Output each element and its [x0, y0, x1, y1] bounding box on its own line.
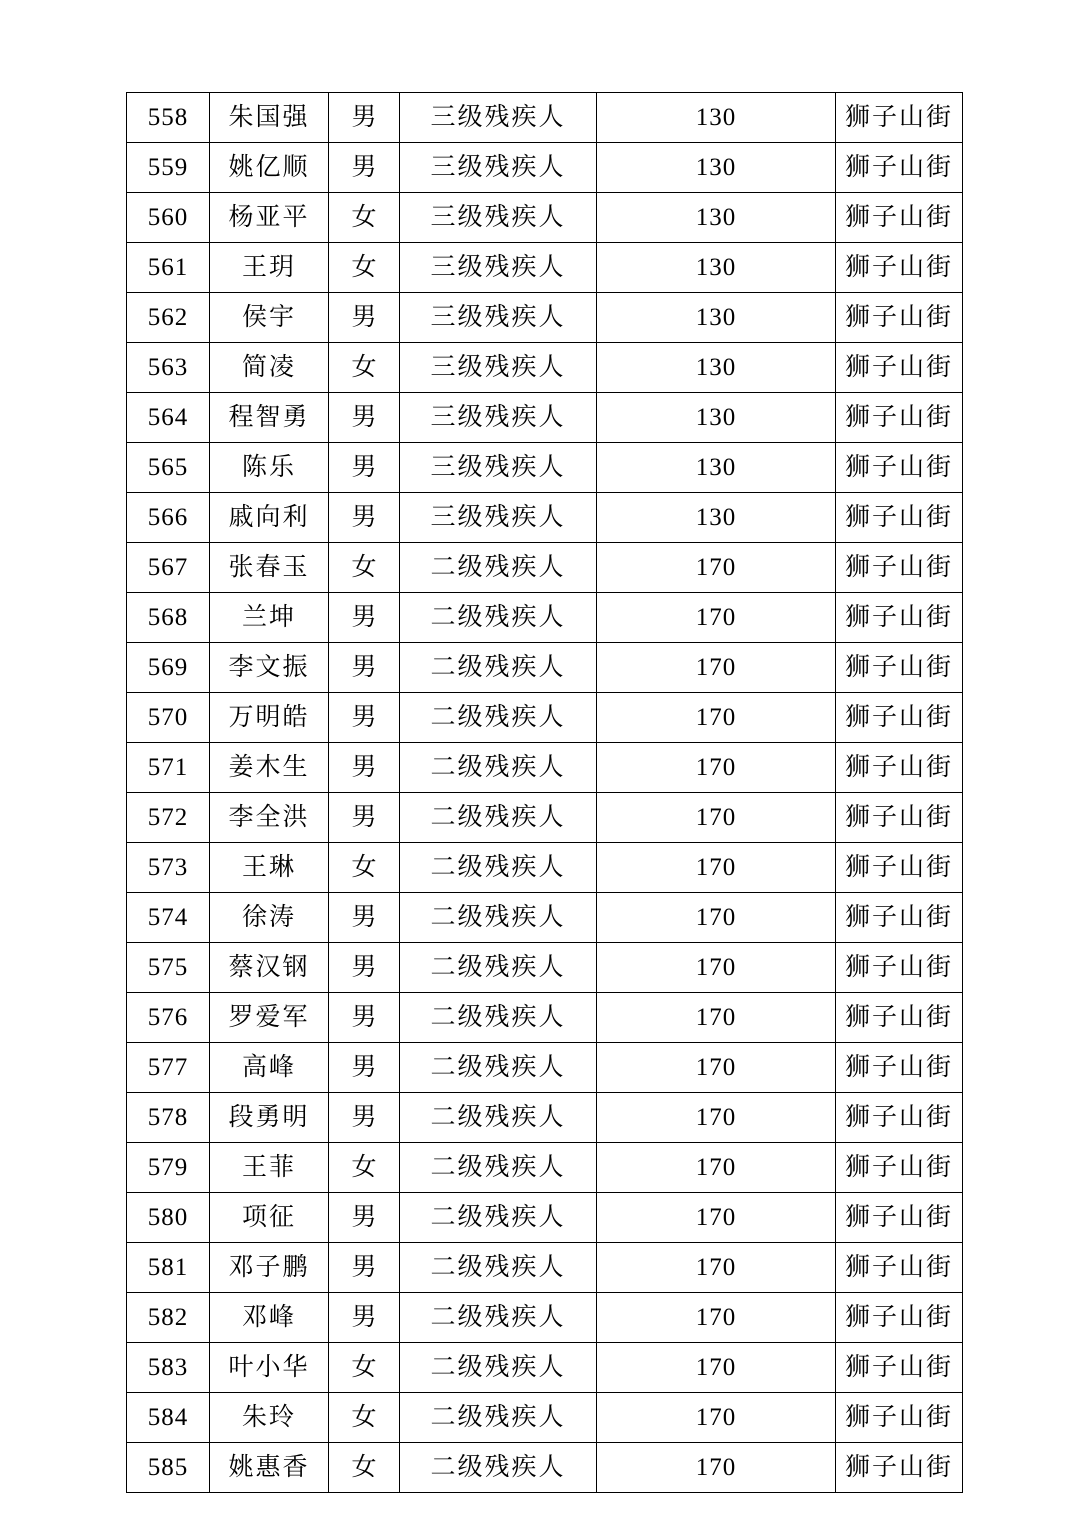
cell-name: 叶小华 [210, 1343, 329, 1393]
cell-name: 项征 [210, 1193, 329, 1243]
cell-index: 572 [127, 793, 210, 843]
table-row [127, 1043, 963, 1093]
cell-sex: 女 [329, 1443, 400, 1493]
cell-area: 狮子山街 [836, 1393, 963, 1443]
cell-area: 狮子山街 [836, 343, 963, 393]
cell-type: 二级残疾人 [400, 593, 597, 643]
cell-type: 二级残疾人 [400, 1293, 597, 1343]
table-row [127, 593, 963, 643]
cell-amount: 170 [597, 1143, 836, 1193]
cell-area: 狮子山街 [836, 293, 963, 343]
cell-index: 567 [127, 543, 210, 593]
cell-sex: 男 [329, 693, 400, 743]
table-row [127, 193, 963, 243]
cell-area: 狮子山街 [836, 1343, 963, 1393]
cell-index: 575 [127, 943, 210, 993]
cell-amount: 130 [597, 93, 836, 143]
cell-amount: 130 [597, 343, 836, 393]
cell-name: 万明皓 [210, 693, 329, 743]
cell-name: 朱玲 [210, 1393, 329, 1443]
cell-index: 574 [127, 893, 210, 943]
cell-index: 578 [127, 1093, 210, 1143]
cell-area: 狮子山街 [836, 493, 963, 543]
cell-index: 577 [127, 1043, 210, 1093]
cell-index: 568 [127, 593, 210, 643]
cell-index: 562 [127, 293, 210, 343]
cell-type: 三级残疾人 [400, 143, 597, 193]
table-row [127, 493, 963, 543]
cell-type: 二级残疾人 [400, 643, 597, 693]
table-row [127, 943, 963, 993]
cell-name: 李文振 [210, 643, 329, 693]
cell-name: 邓子鹏 [210, 1243, 329, 1293]
cell-sex: 女 [329, 343, 400, 393]
cell-area: 狮子山街 [836, 443, 963, 493]
cell-index: 583 [127, 1343, 210, 1393]
cell-sex: 男 [329, 993, 400, 1043]
cell-type: 二级残疾人 [400, 1243, 597, 1293]
cell-sex: 男 [329, 793, 400, 843]
cell-name: 侯宇 [210, 293, 329, 343]
cell-amount: 170 [597, 1093, 836, 1143]
cell-type: 二级残疾人 [400, 1443, 597, 1493]
cell-name: 徐涛 [210, 893, 329, 943]
cell-type: 三级残疾人 [400, 293, 597, 343]
cell-type: 三级残疾人 [400, 443, 597, 493]
cell-amount: 130 [597, 393, 836, 443]
cell-sex: 男 [329, 1093, 400, 1143]
cell-area: 狮子山街 [836, 793, 963, 843]
cell-sex: 男 [329, 493, 400, 543]
table-row [127, 1243, 963, 1293]
cell-type: 二级残疾人 [400, 1093, 597, 1143]
cell-amount: 170 [597, 543, 836, 593]
cell-area: 狮子山街 [836, 693, 963, 743]
table-row [127, 893, 963, 943]
cell-name: 戚向利 [210, 493, 329, 543]
cell-amount: 170 [597, 1043, 836, 1093]
cell-sex: 女 [329, 243, 400, 293]
cell-index: 566 [127, 493, 210, 543]
cell-index: 573 [127, 843, 210, 893]
table-row [127, 643, 963, 693]
cell-index: 585 [127, 1443, 210, 1493]
cell-area: 狮子山街 [836, 643, 963, 693]
cell-amount: 130 [597, 243, 836, 293]
cell-amount: 170 [597, 943, 836, 993]
cell-area: 狮子山街 [836, 1193, 963, 1243]
cell-type: 三级残疾人 [400, 493, 597, 543]
cell-type: 二级残疾人 [400, 543, 597, 593]
table-row [127, 393, 963, 443]
table-row [127, 1293, 963, 1343]
cell-area: 狮子山街 [836, 743, 963, 793]
cell-amount: 170 [597, 643, 836, 693]
table-row [127, 743, 963, 793]
cell-sex: 男 [329, 943, 400, 993]
cell-sex: 男 [329, 143, 400, 193]
cell-name: 姜木生 [210, 743, 329, 793]
table-row [127, 693, 963, 743]
cell-index: 576 [127, 993, 210, 1043]
cell-sex: 男 [329, 443, 400, 493]
cell-name: 姚亿顺 [210, 143, 329, 193]
cell-type: 二级残疾人 [400, 1143, 597, 1193]
cell-sex: 女 [329, 1393, 400, 1443]
cell-type: 三级残疾人 [400, 243, 597, 293]
cell-name: 王玥 [210, 243, 329, 293]
table-row [127, 1443, 963, 1493]
cell-area: 狮子山街 [836, 1143, 963, 1193]
cell-name: 蔡汉钢 [210, 943, 329, 993]
cell-area: 狮子山街 [836, 543, 963, 593]
cell-sex: 男 [329, 593, 400, 643]
cell-index: 563 [127, 343, 210, 393]
cell-index: 561 [127, 243, 210, 293]
cell-sex: 男 [329, 1193, 400, 1243]
cell-area: 狮子山街 [836, 593, 963, 643]
cell-sex: 男 [329, 93, 400, 143]
cell-name: 段勇明 [210, 1093, 329, 1143]
cell-name: 姚惠香 [210, 1443, 329, 1493]
beneficiary-table [126, 92, 963, 1493]
cell-area: 狮子山街 [836, 393, 963, 443]
cell-amount: 170 [597, 1243, 836, 1293]
cell-index: 558 [127, 93, 210, 143]
table-row [127, 343, 963, 393]
cell-type: 二级残疾人 [400, 693, 597, 743]
table-container [126, 92, 956, 1493]
cell-name: 高峰 [210, 1043, 329, 1093]
cell-name: 张春玉 [210, 543, 329, 593]
cell-type: 三级残疾人 [400, 343, 597, 393]
cell-type: 二级残疾人 [400, 1393, 597, 1443]
cell-area: 狮子山街 [836, 1443, 963, 1493]
cell-index: 569 [127, 643, 210, 693]
cell-type: 二级残疾人 [400, 943, 597, 993]
cell-name: 杨亚平 [210, 193, 329, 243]
cell-name: 王菲 [210, 1143, 329, 1193]
table-row [127, 1343, 963, 1393]
cell-index: 570 [127, 693, 210, 743]
cell-type: 二级残疾人 [400, 1043, 597, 1093]
cell-amount: 170 [597, 1393, 836, 1443]
cell-area: 狮子山街 [836, 1043, 963, 1093]
cell-index: 560 [127, 193, 210, 243]
cell-sex: 男 [329, 1043, 400, 1093]
cell-name: 朱国强 [210, 93, 329, 143]
cell-amount: 130 [597, 293, 836, 343]
table-row [127, 843, 963, 893]
cell-type: 二级残疾人 [400, 893, 597, 943]
cell-amount: 170 [597, 1343, 836, 1393]
cell-name: 程智勇 [210, 393, 329, 443]
cell-index: 559 [127, 143, 210, 193]
cell-name: 罗爱军 [210, 993, 329, 1043]
cell-type: 二级残疾人 [400, 743, 597, 793]
cell-amount: 170 [597, 793, 836, 843]
table-body [127, 93, 963, 1493]
cell-sex: 男 [329, 1243, 400, 1293]
cell-area: 狮子山街 [836, 993, 963, 1043]
cell-index: 564 [127, 393, 210, 443]
cell-amount: 170 [597, 893, 836, 943]
cell-sex: 女 [329, 1143, 400, 1193]
cell-sex: 男 [329, 293, 400, 343]
cell-type: 二级残疾人 [400, 993, 597, 1043]
cell-name: 简凌 [210, 343, 329, 393]
cell-amount: 170 [597, 743, 836, 793]
cell-sex: 女 [329, 843, 400, 893]
cell-amount: 130 [597, 143, 836, 193]
cell-area: 狮子山街 [836, 1243, 963, 1293]
cell-type: 二级残疾人 [400, 793, 597, 843]
cell-name: 王琳 [210, 843, 329, 893]
cell-area: 狮子山街 [836, 93, 963, 143]
cell-name: 邓峰 [210, 1293, 329, 1343]
cell-amount: 170 [597, 1193, 836, 1243]
cell-amount: 130 [597, 193, 836, 243]
cell-amount: 170 [597, 1443, 836, 1493]
cell-type: 三级残疾人 [400, 393, 597, 443]
cell-type: 二级残疾人 [400, 843, 597, 893]
cell-index: 584 [127, 1393, 210, 1443]
cell-index: 579 [127, 1143, 210, 1193]
cell-type: 三级残疾人 [400, 193, 597, 243]
cell-sex: 男 [329, 743, 400, 793]
cell-sex: 男 [329, 893, 400, 943]
cell-index: 571 [127, 743, 210, 793]
table-row [127, 1143, 963, 1193]
table-row [127, 243, 963, 293]
cell-area: 狮子山街 [836, 893, 963, 943]
cell-name: 陈乐 [210, 443, 329, 493]
cell-area: 狮子山街 [836, 1293, 963, 1343]
table-row [127, 543, 963, 593]
cell-name: 兰坤 [210, 593, 329, 643]
cell-amount: 170 [597, 1293, 836, 1343]
cell-sex: 男 [329, 643, 400, 693]
table-row [127, 443, 963, 493]
cell-amount: 170 [597, 993, 836, 1043]
table-row [127, 993, 963, 1043]
cell-amount: 170 [597, 593, 836, 643]
table-row [127, 93, 963, 143]
cell-area: 狮子山街 [836, 193, 963, 243]
table-row [127, 293, 963, 343]
cell-index: 581 [127, 1243, 210, 1293]
cell-index: 582 [127, 1293, 210, 1343]
cell-area: 狮子山街 [836, 943, 963, 993]
cell-area: 狮子山街 [836, 143, 963, 193]
cell-area: 狮子山街 [836, 1093, 963, 1143]
cell-amount: 170 [597, 693, 836, 743]
cell-amount: 130 [597, 443, 836, 493]
cell-index: 565 [127, 443, 210, 493]
cell-sex: 女 [329, 543, 400, 593]
cell-sex: 男 [329, 393, 400, 443]
cell-amount: 170 [597, 843, 836, 893]
table-row [127, 1093, 963, 1143]
cell-index: 580 [127, 1193, 210, 1243]
cell-type: 二级残疾人 [400, 1343, 597, 1393]
cell-type: 二级残疾人 [400, 1193, 597, 1243]
cell-amount: 130 [597, 493, 836, 543]
cell-sex: 男 [329, 1293, 400, 1343]
table-row [127, 1393, 963, 1443]
table-row [127, 793, 963, 843]
cell-sex: 女 [329, 193, 400, 243]
cell-type: 三级残疾人 [400, 93, 597, 143]
cell-area: 狮子山街 [836, 843, 963, 893]
cell-sex: 女 [329, 1343, 400, 1393]
table-row [127, 143, 963, 193]
cell-area: 狮子山街 [836, 243, 963, 293]
table-row [127, 1193, 963, 1243]
cell-name: 李全洪 [210, 793, 329, 843]
